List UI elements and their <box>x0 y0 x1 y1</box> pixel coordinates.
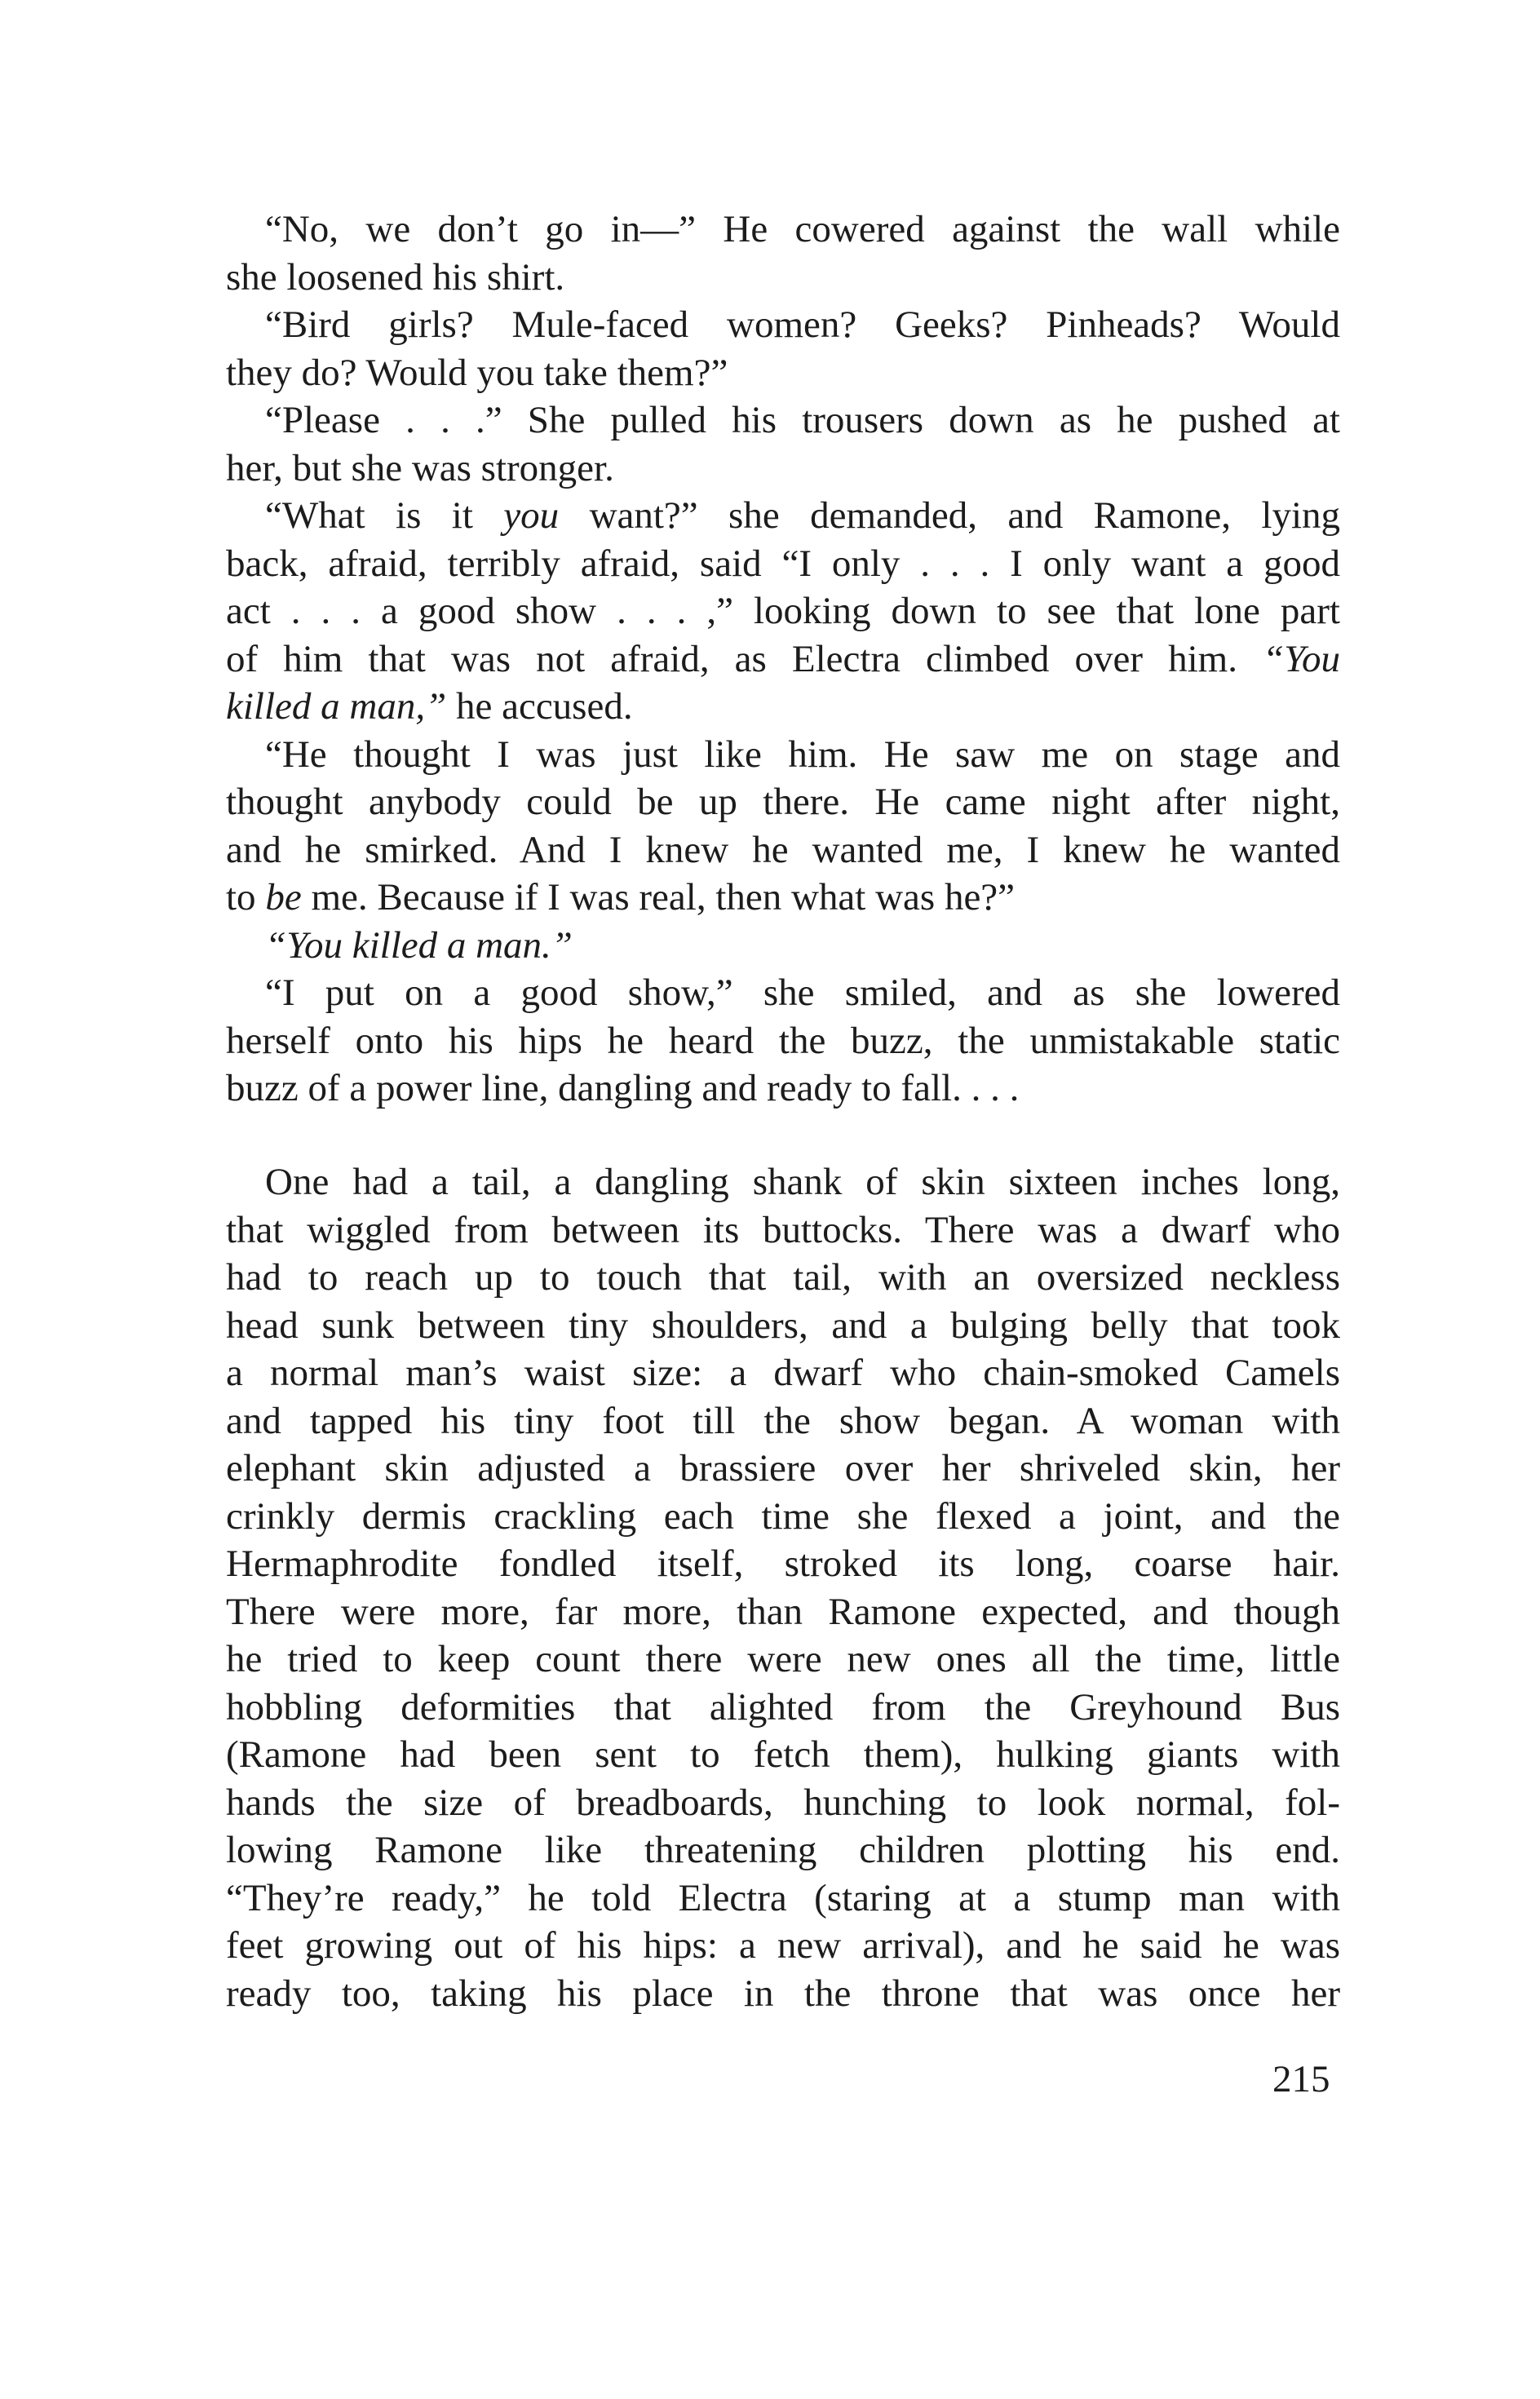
text-run: to <box>226 876 266 918</box>
text-run: of him that was not afraid, as Electra climbed over him. <box>226 637 1263 680</box>
text-line <box>226 1588 1340 1636</box>
text-run: act . . . a good show . . . ,” looking down to see that lone part <box>226 590 1340 632</box>
text-line <box>226 349 1340 397</box>
text-line <box>226 922 1340 970</box>
text-line <box>226 1158 1340 1206</box>
text-line <box>226 445 1340 493</box>
text-run: “I put on a good show,” she smiled, and as she lowered <box>265 972 1340 1014</box>
text-line <box>226 1017 1340 1065</box>
text-line <box>226 587 1340 635</box>
text-run: head sunk between tiny shoulders, and a bulging belly that took <box>226 1304 1340 1347</box>
text-line <box>226 254 1340 302</box>
text-line <box>226 1397 1340 1445</box>
text-line <box>226 206 1340 254</box>
text-run: she loosened his shirt. <box>226 255 565 299</box>
text-line <box>226 1349 1340 1397</box>
text-run: “No, we don’t go in—” He cowered against the wall while <box>265 208 1340 250</box>
text-run: he tried to keep count there were new ones all the time, little <box>226 1638 1340 1680</box>
text-run: ready too, taking his place in the throne that was once her <box>226 1972 1340 2015</box>
text-run: buzz of a power line, dangling and ready to fall. . . . <box>226 1067 1020 1109</box>
text-line <box>226 1302 1340 1350</box>
text-line <box>226 540 1340 588</box>
text-line <box>226 1445 1340 1493</box>
text-line <box>226 1731 1340 1779</box>
text-run: elephant skin adjusted a brassiere over her shriveled skin, her <box>226 1447 1340 1489</box>
text-run: “He thought I was just like him. He saw me on stage and <box>265 733 1340 776</box>
text-run: lowing Ramone like threatening children plotting his end. <box>226 1829 1340 1871</box>
text-run: “Please . . .” She pulled his trousers down as he pushed at <box>265 399 1340 441</box>
page-number: 215 <box>1272 2058 1330 2100</box>
text-run: back, afraid, terribly afraid, said “I only . . . I only want a good <box>226 542 1340 585</box>
text-line <box>226 1635 1340 1684</box>
text-run: a normal man’s waist size: a dwarf who chain-smoked Camels <box>226 1352 1340 1394</box>
text-line <box>226 492 1340 540</box>
text-line <box>226 635 1340 684</box>
text-line <box>226 1540 1340 1588</box>
text-run: hands the size of breadboards, hunching to look normal, fol- <box>226 1781 1340 1824</box>
text-line <box>226 874 1340 922</box>
text-run: and tapped his tiny foot till the show began. A woman with <box>226 1399 1340 1442</box>
text-section-2 <box>226 1158 1340 2017</box>
text-run: “Bird girls? Mule-faced women? Geeks? Pinheads? Would <box>265 303 1340 346</box>
text-run: One had a tail, a dangling shank of skin sixteen inches long, <box>265 1161 1340 1203</box>
text-line <box>226 396 1340 445</box>
italic-text: be <box>265 876 302 918</box>
text-line <box>226 1254 1340 1302</box>
text-run: crinkly dermis crackling each time she flexed a joint, and the <box>226 1494 1340 1538</box>
text-line <box>226 1779 1340 1827</box>
text-section-1 <box>226 206 1340 1113</box>
text-run: want?” she demanded, and Ramone, lying <box>559 494 1341 537</box>
text-line <box>226 1922 1340 1970</box>
text-run: Hermaphrodite fondled itself, stroked its long, coarse hair. <box>226 1543 1340 1585</box>
italic-text: killed a man,” <box>226 685 447 728</box>
text-run: There were more, far more, than Ramone expected, and though <box>226 1590 1340 1633</box>
text-line <box>226 1970 1340 2018</box>
text-run: he accused. <box>446 685 633 728</box>
text-line <box>226 969 1340 1017</box>
text-run: “What is it <box>265 494 504 537</box>
text-line <box>226 778 1340 826</box>
text-line <box>226 1065 1340 1113</box>
text-run: they do? Would you take them?” <box>226 351 728 394</box>
italic-text: you <box>503 494 560 537</box>
text-line <box>226 683 1340 731</box>
text-run: herself onto his hips he heard the buzz, the unmistakable static <box>226 1019 1340 1062</box>
text-run: me. Because if I was real, then what was he?” <box>301 876 1016 918</box>
text-line <box>226 1206 1340 1255</box>
text-line <box>226 301 1340 349</box>
text-run: her, but she was stronger. <box>226 446 614 489</box>
text-run: had to reach up to touch that tail, with an oversized neckless <box>226 1256 1340 1299</box>
text-line <box>226 826 1340 874</box>
italic-text: “You killed a man.” <box>265 923 573 967</box>
text-line <box>226 731 1340 779</box>
text-run: thought anybody could be up there. He came night after night, <box>226 781 1340 823</box>
text-line <box>226 1493 1340 1541</box>
text-run: hobbling deformities that alighted from the Greyhound Bus <box>226 1685 1340 1728</box>
text-run: feet growing out of his hips: a new arrival), and he said he was <box>226 1924 1340 1967</box>
italic-text: “You <box>1263 637 1340 680</box>
text-run: “They’re ready,” he told Electra (staring at a stump man with <box>226 1876 1340 1919</box>
text-run: that wiggled from between its buttocks. There was a dwarf who <box>226 1208 1340 1251</box>
text-line <box>226 1874 1340 1923</box>
text-run: and he smirked. And I knew he wanted me, I knew he wanted <box>226 828 1340 871</box>
text-line <box>226 1684 1340 1732</box>
text-run: (Ramone had been sent to fetch them), hulking giants with <box>226 1733 1340 1776</box>
text-line <box>226 1826 1340 1874</box>
